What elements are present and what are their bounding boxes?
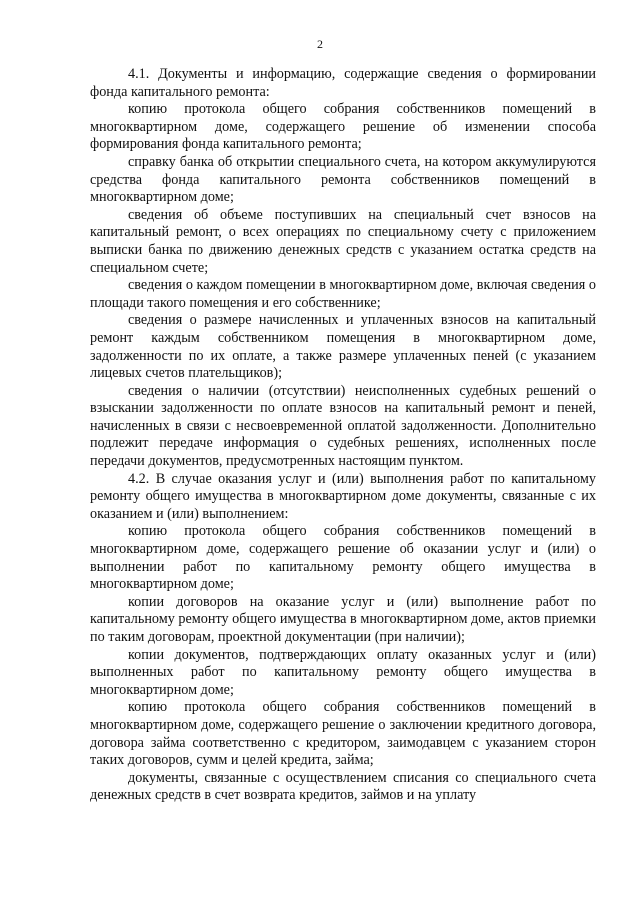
paragraph-court-decisions: сведения о наличии (отсутствии) неисполненных судебных решений о взыскании задолженности по оплате взносов на капитальный ремонт и пеней, начисленных в связи с несвоевременной оплатой задолженности. Дополнительно подлежит передаче информация о судебных решениях, исполненных после передачи документов, предусмотренных настоящим пунктом. (90, 382, 596, 470)
paragraph-credit-protocol: копию протокола общего собрания собственников помещений в многоквартирном доме, содержащего решение о заключении кредитного договора, договора займа соответственно с кредитором, заимодавцем с указанием сторон таких договоров, сумм и целей кредита, займа; (90, 699, 596, 769)
document-body (90, 66, 596, 805)
paragraph-protocol-copy: копию протокола общего собрания собственников помещений в многоквартирном доме, содержащего решение об изменении способа формирования фонда капитального ремонта; (90, 101, 596, 153)
paragraph-4-1-heading: 4.1. Документы и информацию, содержащие сведения о формировании фонда капитального ремонта: (90, 66, 596, 100)
paragraph-payment-documents: копии документов, подтверждающих оплату оказанных услуг и (или) выполненных работ по капитальному ремонту общего имущества в многоквартирном доме; (90, 646, 596, 698)
paragraph-4-2-heading: 4.2. В случае оказания услуг и (или) выполнения работ по капитальному ремонту общего имущества в многоквартирном доме документы, связанные с их оказанием и (или) выполнением: (90, 470, 596, 522)
paragraph-premises-info: сведения о каждом помещении в многоквартирном доме, включая сведения о площади такого помещения и его собственнике; (90, 277, 596, 311)
paragraph-bank-certificate: справку банка об открытии специального счета, на котором аккумулируются средства фонда капитального ремонта собственников помещений в многоквартирном доме; (90, 153, 596, 206)
paragraph-debiting-documents: документы, связанные с осуществлением списания со специального счета денежных средств в счет возврата кредитов, займов и на уплату (90, 769, 596, 804)
page-number: 2 (317, 37, 323, 51)
paragraph-contributions-info: сведения об объеме поступивших на специальный счет взносов на капитальный ремонт, о всех операциях по специальному счету с приложением выписки банка по движению денежных средств с указанием остатка средств на специальном счете; (90, 206, 596, 276)
paragraph-contracts-copies: копии договоров на оказание услуг и (или) выполнение работ по капитальному ремонту общего имущества в многоквартирном доме, актов приемки по таким договорам, проектной документации (при наличии); (90, 593, 596, 645)
paragraph-services-protocol: копию протокола общего собрания собственников помещений в многоквартирном доме, содержащего решение об оказании услуг и (или) о выполнении работ по капитальному ремонту общего имущества в многоквартирном доме; (90, 523, 596, 593)
paragraph-accrued-contributions: сведения о размере начисленных и уплаченных взносов на капитальный ремонт каждым собственником помещения в многоквартирном доме, задолженности по их оплате, а также размере уплаченных пеней (с указанием лицевых счетов плательщиков); (90, 312, 596, 382)
